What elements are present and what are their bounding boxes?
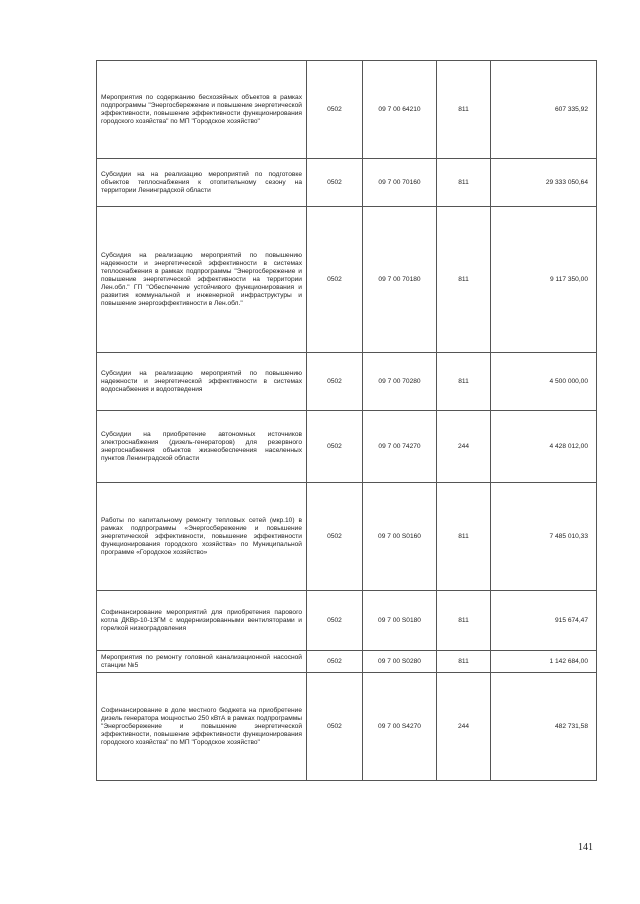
- table-row: [97, 483, 597, 591]
- row-target-code: 09 7 00 64210: [363, 61, 437, 159]
- row-type-code: 811: [437, 207, 491, 353]
- row-section: 0502: [307, 651, 363, 673]
- row-amount: 607 335,92: [491, 61, 597, 159]
- row-type-code: 244: [437, 411, 491, 483]
- row-description: Работы по капитальному ремонту тепловых сетей (мкр.10) в рамках подпрограммы «Энергосбережение и повышение энергетической эффективности, повышение эффективности функционирования городского хозяйства» по Муниципальной программе «Городское хозяйство»: [97, 483, 307, 591]
- table-row: [97, 207, 597, 353]
- row-type-code: 244: [437, 673, 491, 781]
- row-amount: 915 674,47: [491, 591, 597, 651]
- row-amount: 482 731,58: [491, 673, 597, 781]
- row-target-code: 09 7 00 74270: [363, 411, 437, 483]
- row-amount: 9 117 350,00: [491, 207, 597, 353]
- table-row: [97, 591, 597, 651]
- row-description: Мероприятия по содержанию бесхозяйных объектов в рамках подпрограммы "Энергосбережение и повышение энергетической эффективности, повышение эффективности функционирования городского хозяйства" по МП "Городское хозяйство": [97, 61, 307, 159]
- row-type-code: 811: [437, 483, 491, 591]
- table-row: [97, 673, 597, 781]
- row-type-code: 811: [437, 61, 491, 159]
- row-section: 0502: [307, 483, 363, 591]
- row-description: Софинансирование в доле местного бюджета на приобретение дизель генератора мощностью 250 кВтА в рамках подпрограммы "Энергосбережение и повышение энергетической эффективности, повышение эффективности функционирования городского хозяйства" по МП "Городское хозяйство": [97, 673, 307, 781]
- row-amount: 29 333 050,64: [491, 159, 597, 207]
- budget-table: [96, 60, 597, 781]
- row-target-code: 09 7 00 S0180: [363, 591, 437, 651]
- row-section: 0502: [307, 61, 363, 159]
- row-section: 0502: [307, 159, 363, 207]
- row-amount: 1 142 684,00: [491, 651, 597, 673]
- row-description: Субсидии на реализацию мероприятий по повышению надежности и энергетической эффективности в системах водоснабжения и водоотведения: [97, 353, 307, 411]
- row-type-code: 811: [437, 159, 491, 207]
- row-type-code: 811: [437, 353, 491, 411]
- row-description: Субсидия на реализацию мероприятий по повышению надежности и энергетической эффективности в системах теплоснабжения в рамках подпрограммы "Энергосбережение и повышение энергетической эффективности на территории Лен.обл." ГП "Обеспечение устойчивого функционирования и развития коммунальной и инженерной инфраструктуры и повышение энергоэффективности в Лен.обл.": [97, 207, 307, 353]
- row-type-code: 811: [437, 651, 491, 673]
- row-section: 0502: [307, 591, 363, 651]
- row-amount: 4 500 000,00: [491, 353, 597, 411]
- table-row: [97, 411, 597, 483]
- table-row: [97, 159, 597, 207]
- table-row: [97, 61, 597, 159]
- row-target-code: 09 7 00 S0160: [363, 483, 437, 591]
- row-amount: 4 428 012,00: [491, 411, 597, 483]
- table-row: [97, 651, 597, 673]
- table-row: [97, 353, 597, 411]
- row-section: 0502: [307, 353, 363, 411]
- row-section: 0502: [307, 673, 363, 781]
- page-number: 141: [578, 842, 593, 853]
- row-amount: 7 485 010,33: [491, 483, 597, 591]
- row-target-code: 09 7 00 S0280: [363, 651, 437, 673]
- row-section: 0502: [307, 207, 363, 353]
- row-section: 0502: [307, 411, 363, 483]
- row-description: Софинансирование мероприятий для приобретения парового котла ДКВр-10-13ГМ с модернизированными вентиляторами и горелкой низкоградовления: [97, 591, 307, 651]
- row-target-code: 09 7 00 70180: [363, 207, 437, 353]
- row-description: Мероприятия по ремонту головной канализационной насосной станции №5: [97, 651, 307, 673]
- row-description: Субсидии на приобретение автономных источников электроснабжения (дизель-генераторов) для резервного энергоснабжения объектов жизнеобеспечения населенных пунктов Ленинградской области: [97, 411, 307, 483]
- row-target-code: 09 7 00 S4270: [363, 673, 437, 781]
- row-type-code: 811: [437, 591, 491, 651]
- row-target-code: 09 7 00 70160: [363, 159, 437, 207]
- row-target-code: 09 7 00 70280: [363, 353, 437, 411]
- row-description: Субсидии на на реализацию мероприятий по подготовке объектов теплоснабжения к отопительному сезону на территории Ленинградской области: [97, 159, 307, 207]
